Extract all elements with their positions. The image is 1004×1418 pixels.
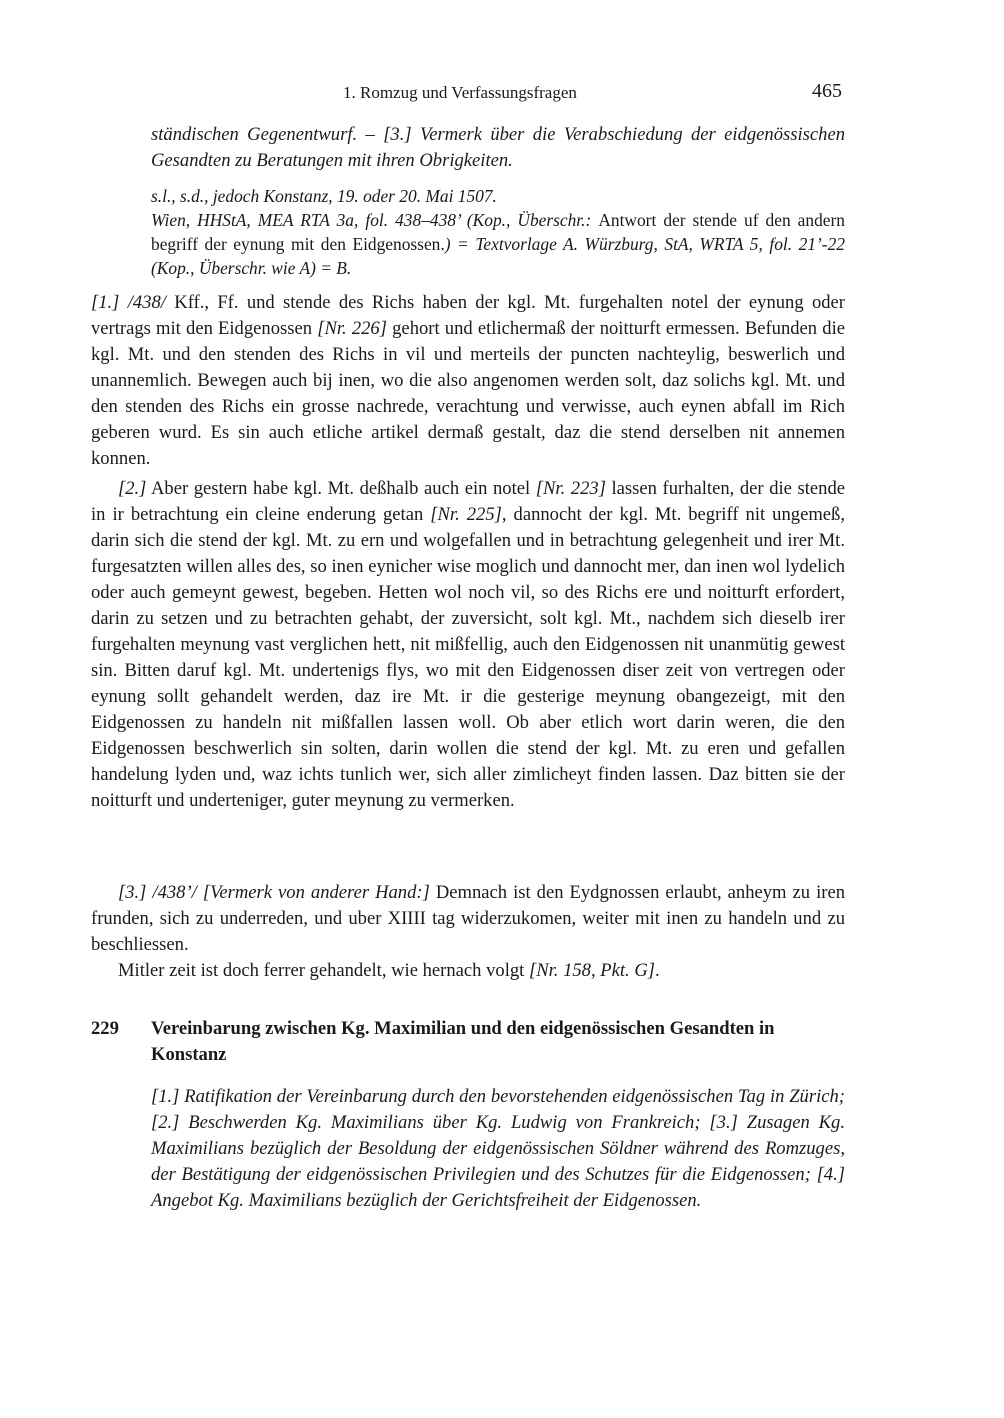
- doc228-source-notes: [151, 184, 845, 280]
- para-text: , dannocht der kgl. Mt. begriff nit ungemeß, darin sich die stend der kgl. Mt. zu ern und wolgefallen und in betrachtung gelegenheit und irer Mt. furgesatzten willen alles des, so inen eynicher wise moglich und dannocht mer, dan inen wol lydelich oder auch gemeynt gewest, begeben. Hetten wol noch vil, so des Richs ere und noitturft erfordert, darin zu setzen und zu betrachten gehabt, der zuversicht, solt kgl. Mt., nachdem sich dieselb irer furgehalten meynung vast verglichen hett, nit mißfellig, auch den Eidgenossen nit unanmütig gewest sin. Bitten daruf kgl. Mt. undertenigs flys, wo mit den Eidgenossen diser zeit von vertregen oder eynung sollt gehandelt werden, daz ire Mt. ir die gesterige meynung obangezeigt, mit den Eidgenossen zu handeln nit mißfallen lassen woll. Ob aber etlich wort darin weren, die den Eidgenossen beschwerlich sin solten, darin wollen die stend der kgl. Mt. zu eren und gefallen handelung lyden und, waz ichts tunlich wer, sich aller zimlicheyt finden lassen. Daz bitten sie der noitturft und underteniger, guter meynung zu vermerken.: [91, 504, 845, 811]
- cross-reference: [Nr. 223]: [535, 478, 606, 499]
- document-number: 229: [91, 1018, 119, 1039]
- running-head: [0, 80, 1004, 108]
- para-text: Aber gestern habe kgl. Mt. deßhalb auch ein notel: [146, 478, 536, 499]
- doc228-paragraph-2: [91, 476, 845, 814]
- doc228-paragraph-4: [91, 958, 845, 984]
- source-a-prefix: Wien, HHStA, MEA RTA 3a, fol. 438–438’ (Kop., Überschr.:: [151, 210, 599, 230]
- document-title: Vereinbarung zwischen Kg. Maximilian und den eidgenössischen Gesandten in Konstanz: [151, 1018, 775, 1065]
- cross-reference: [Nr. 226]: [317, 318, 387, 339]
- para-text: Mitler zeit ist doch ferrer gehandelt, wie hernach volgt: [118, 960, 529, 981]
- summary-text: [1.] Ratifikation der Vereinbarung durch den bevorstehenden eidgenössischen Tag in Zürich; [2.] Beschwerden Kg. Maximilians über Kg. Ludwig von Frankreich; [3.] Zusagen Kg. Maximilians bezüglich der Besoldung der eidgenössischen Söldner während des Romzuges, der Bestätigung der eidgenössischen Privilegien und des Schutzes für die Eidgenossen; [4.] Angebot Kg. Maximilians bezüglich der Gerichtsfreiheit der Eidgenossen.: [151, 1086, 845, 1211]
- para-text: .: [655, 960, 660, 981]
- summary-text: ständischen Gegenentwurf. – [3.] Vermerk über die Verabschiedung der eidgenössischen Gesandten zu Beratungen mit ihren Obrigkeiten.: [151, 124, 845, 171]
- para-text: gehort und etlichermaß der noitturft ermessen. Befunden die kgl. Mt. und den stenden des Richs in vil und merteils der puncten nachteylig, beswerlich und unannemlich. Bewegen auch bij inen, wo die also angenomen werden solt, daz solichs kgl. Mt. und den stenden des Richs ein grosse nachrede, verachtung und verwisse, auch eynen abfall im Rich geberen wurd. Es sin auch etliche artikel dermaß gestalt, daz die stend derselben nit annemen konnen.: [91, 318, 845, 469]
- running-head-title: 1. Romzug und Verfassungsfragen: [343, 83, 577, 102]
- para-text: Kff., Ff. und stende des Richs haben der kgl. Mt. furgehalten notel der eynung oder vertrags mit den Eidgenossen: [91, 292, 845, 339]
- para-marker: [2.]: [118, 478, 147, 499]
- source-a-heading: Antwort der stende uf den andern begriff der eynung mit den Eidgenossen.: [151, 210, 845, 254]
- para-marker: [1.] /438/: [91, 292, 166, 313]
- page-number: 465: [812, 80, 842, 102]
- cross-reference: [Nr. 158, Pkt. G]: [528, 960, 656, 981]
- doc229-summary: [151, 1084, 845, 1214]
- doc228-paragraph-3: [91, 880, 845, 958]
- para-text: lassen furhalten, der die stende in ir betrachtung ein cleine enderung getan: [91, 478, 845, 525]
- doc228-summary-continuation: [151, 122, 845, 174]
- para-marker: [3.] /438’/ [Vermerk von anderer Hand:]: [118, 882, 430, 903]
- doc228-paragraph-1: [91, 290, 845, 472]
- source-citation: [151, 208, 845, 280]
- cross-reference: [Nr. 225]: [430, 504, 502, 525]
- para-text: Demnach ist den Eydgnossen erlaubt, anheym zu iren frunden, sich zu underreden, und uber XIIII tag widerzukomen, weiter mit inen zu handeln und zu beschliessen.: [91, 882, 845, 955]
- date-place: s.l., s.d., jedoch Konstanz, 19. oder 20. Mai 1507.: [151, 186, 497, 206]
- source-a-suffix: ) = Textvorlage A. Würzburg, StA, WRTA 5, fol. 21’-22 (Kop., Überschr. wie A) = B.: [151, 234, 845, 278]
